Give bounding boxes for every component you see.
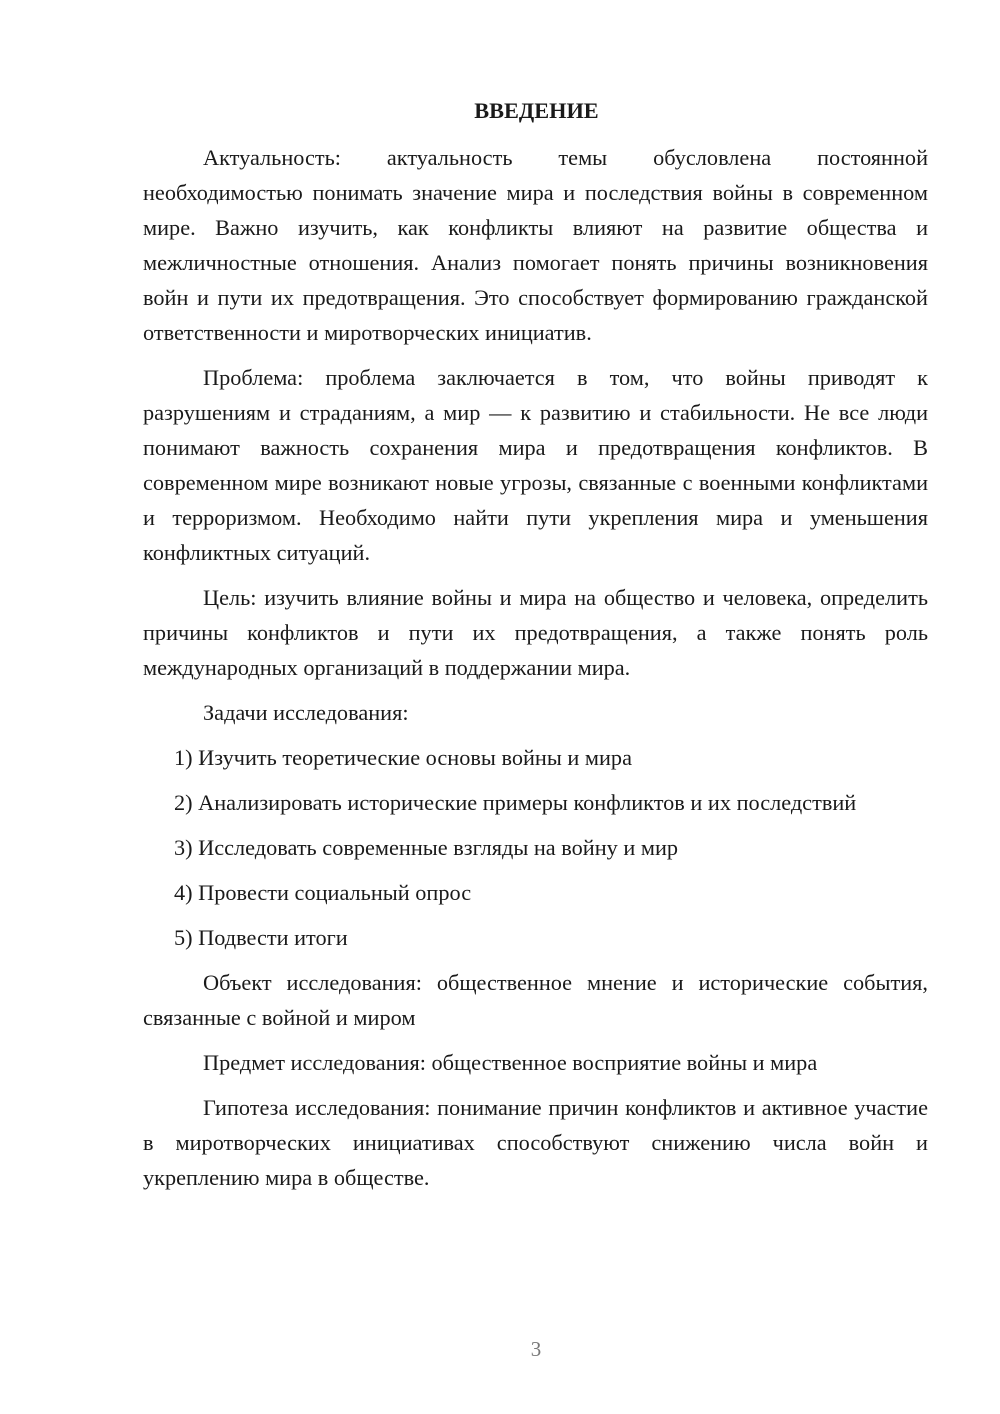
tasks-title: Задачи исследования: [203,700,409,725]
hypothesis-paragraph: Гипотеза исследования: понимание причин конфликтов и активное участие в миротворческих инициативах способствуют снижению числа войн и укреплению мира в обществе. [143,1095,928,1190]
page-heading: ВВЕДЕНИЕ [474,98,599,123]
subject-paragraph: Предмет исследования: общественное восприятие войны и мира [203,1050,818,1075]
relevance-paragraph: Актуальность: актуальность темы обусловлена постоянной необходимостью понимать значение мира и последствия войны в современном мире. Важно изучить, как конфликты влияют на развитие общества и межличностные отношения. Анализ помогает понять причины возникновения войн и пути их предотвращения. Это способствует формированию гражданской ответственности и миротворческих инициатив. [143,145,928,345]
page-number: 3 [530,1337,542,1361]
task-item-2: 2) Анализировать исторические примеры конфликтов и их последствий [174,790,857,815]
task-item-5: 5) Подвести итоги [174,925,348,950]
task-item-1: 1) Изучить теоретические основы войны и мира [174,745,632,770]
task-item-3: 3) Исследовать современные взгляды на войну и мир [174,835,679,860]
goal-paragraph: Цель: изучить влияние войны и мира на общество и человека, определить причины конфликтов и пути их предотвращения, а также понять роль международных организаций в поддержании мира. [143,585,928,680]
object-paragraph: Объект исследования: общественное мнение и исторические события, связанные с войной и миром [143,970,928,1030]
problem-paragraph: Проблема: проблема заключается в том, что войны приводят к разрушениям и страданиям, а мир — к развитию и стабильности. Не все люди понимают важность сохранения мира и предотвращения конфликтов. В современном мире возникают новые угрозы, связанные с военными конфликтами и терроризмом. Необходимо найти пути укрепления мира и уменьшения конфликтных ситуаций. [143,365,928,565]
task-item-4: 4) Провести социальный опрос [174,880,472,905]
page-content [143,93,928,1205]
